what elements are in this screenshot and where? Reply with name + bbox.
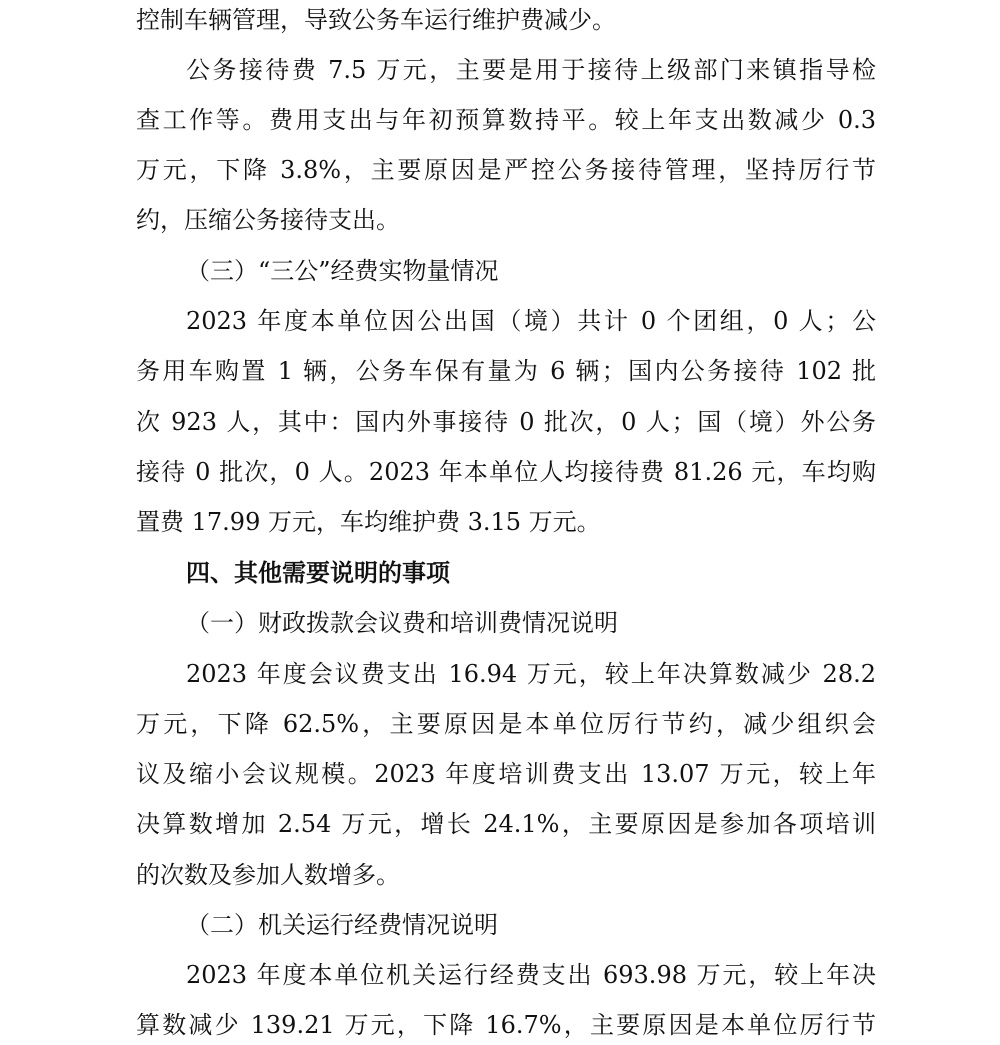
- section-subheading: （一）财政拨款会议费和培训费情况说明: [186, 609, 618, 637]
- section-subheading: （三）“三公”经费实物量情况: [186, 257, 499, 285]
- body-text-line: 2023 年度本单位因公出国（境）共计 0 个团组，0 人；公: [186, 307, 876, 335]
- body-text-line: 决算数增加 2.54 万元，增长 24.1%，主要原因是参加各项培训: [136, 810, 876, 838]
- body-text-line: 控制车辆管理，导致公务车运行维护费减少。: [136, 6, 616, 34]
- body-text-line: 2023 年度本单位机关运行经费支出 693.98 万元，较上年决: [186, 961, 876, 989]
- body-text-line: 公务接待费 7.5 万元，主要是用于接待上级部门来镇指导检: [186, 56, 876, 84]
- body-text-line: 2023 年度会议费支出 16.94 万元，较上年决算数减少 28.2: [186, 660, 876, 688]
- body-text-line: 置费 17.99 万元，车均维护费 3.15 万元。: [136, 508, 601, 536]
- body-text-line: 的次数及参加人数增多。: [136, 861, 400, 889]
- body-text-line: 万元，下降 62.5%，主要原因是本单位厉行节约，减少组织会: [136, 710, 876, 738]
- body-text-line: 算数减少 139.21 万元，下降 16.7%，主要原因是本单位厉行节: [136, 1011, 876, 1039]
- section-subheading: （二）机关运行经费情况说明: [186, 911, 498, 939]
- body-text-line: 万元，下降 3.8%，主要原因是严控公务接待管理，坚持厉行节: [136, 156, 876, 184]
- body-text-line: 次 923 人，其中：国内外事接待 0 批次，0 人；国（境）外公务: [136, 408, 876, 436]
- section-heading: 四、其他需要说明的事项: [186, 559, 450, 587]
- body-text-line: 查工作等。费用支出与年初预算数持平。较上年支出数减少 0.3: [136, 106, 876, 134]
- body-text-line: 务用车购置 1 辆，公务车保有量为 6 辆；国内公务接待 102 批: [136, 357, 876, 385]
- body-text-line: 议及缩小会议规模。2023 年度培训费支出 13.07 万元，较上年: [136, 760, 876, 788]
- body-text-line: 接待 0 批次，0 人。2023 年本单位人均接待费 81.26 元，车均购: [136, 458, 876, 486]
- body-text-line: 约，压缩公务接待支出。: [136, 206, 400, 234]
